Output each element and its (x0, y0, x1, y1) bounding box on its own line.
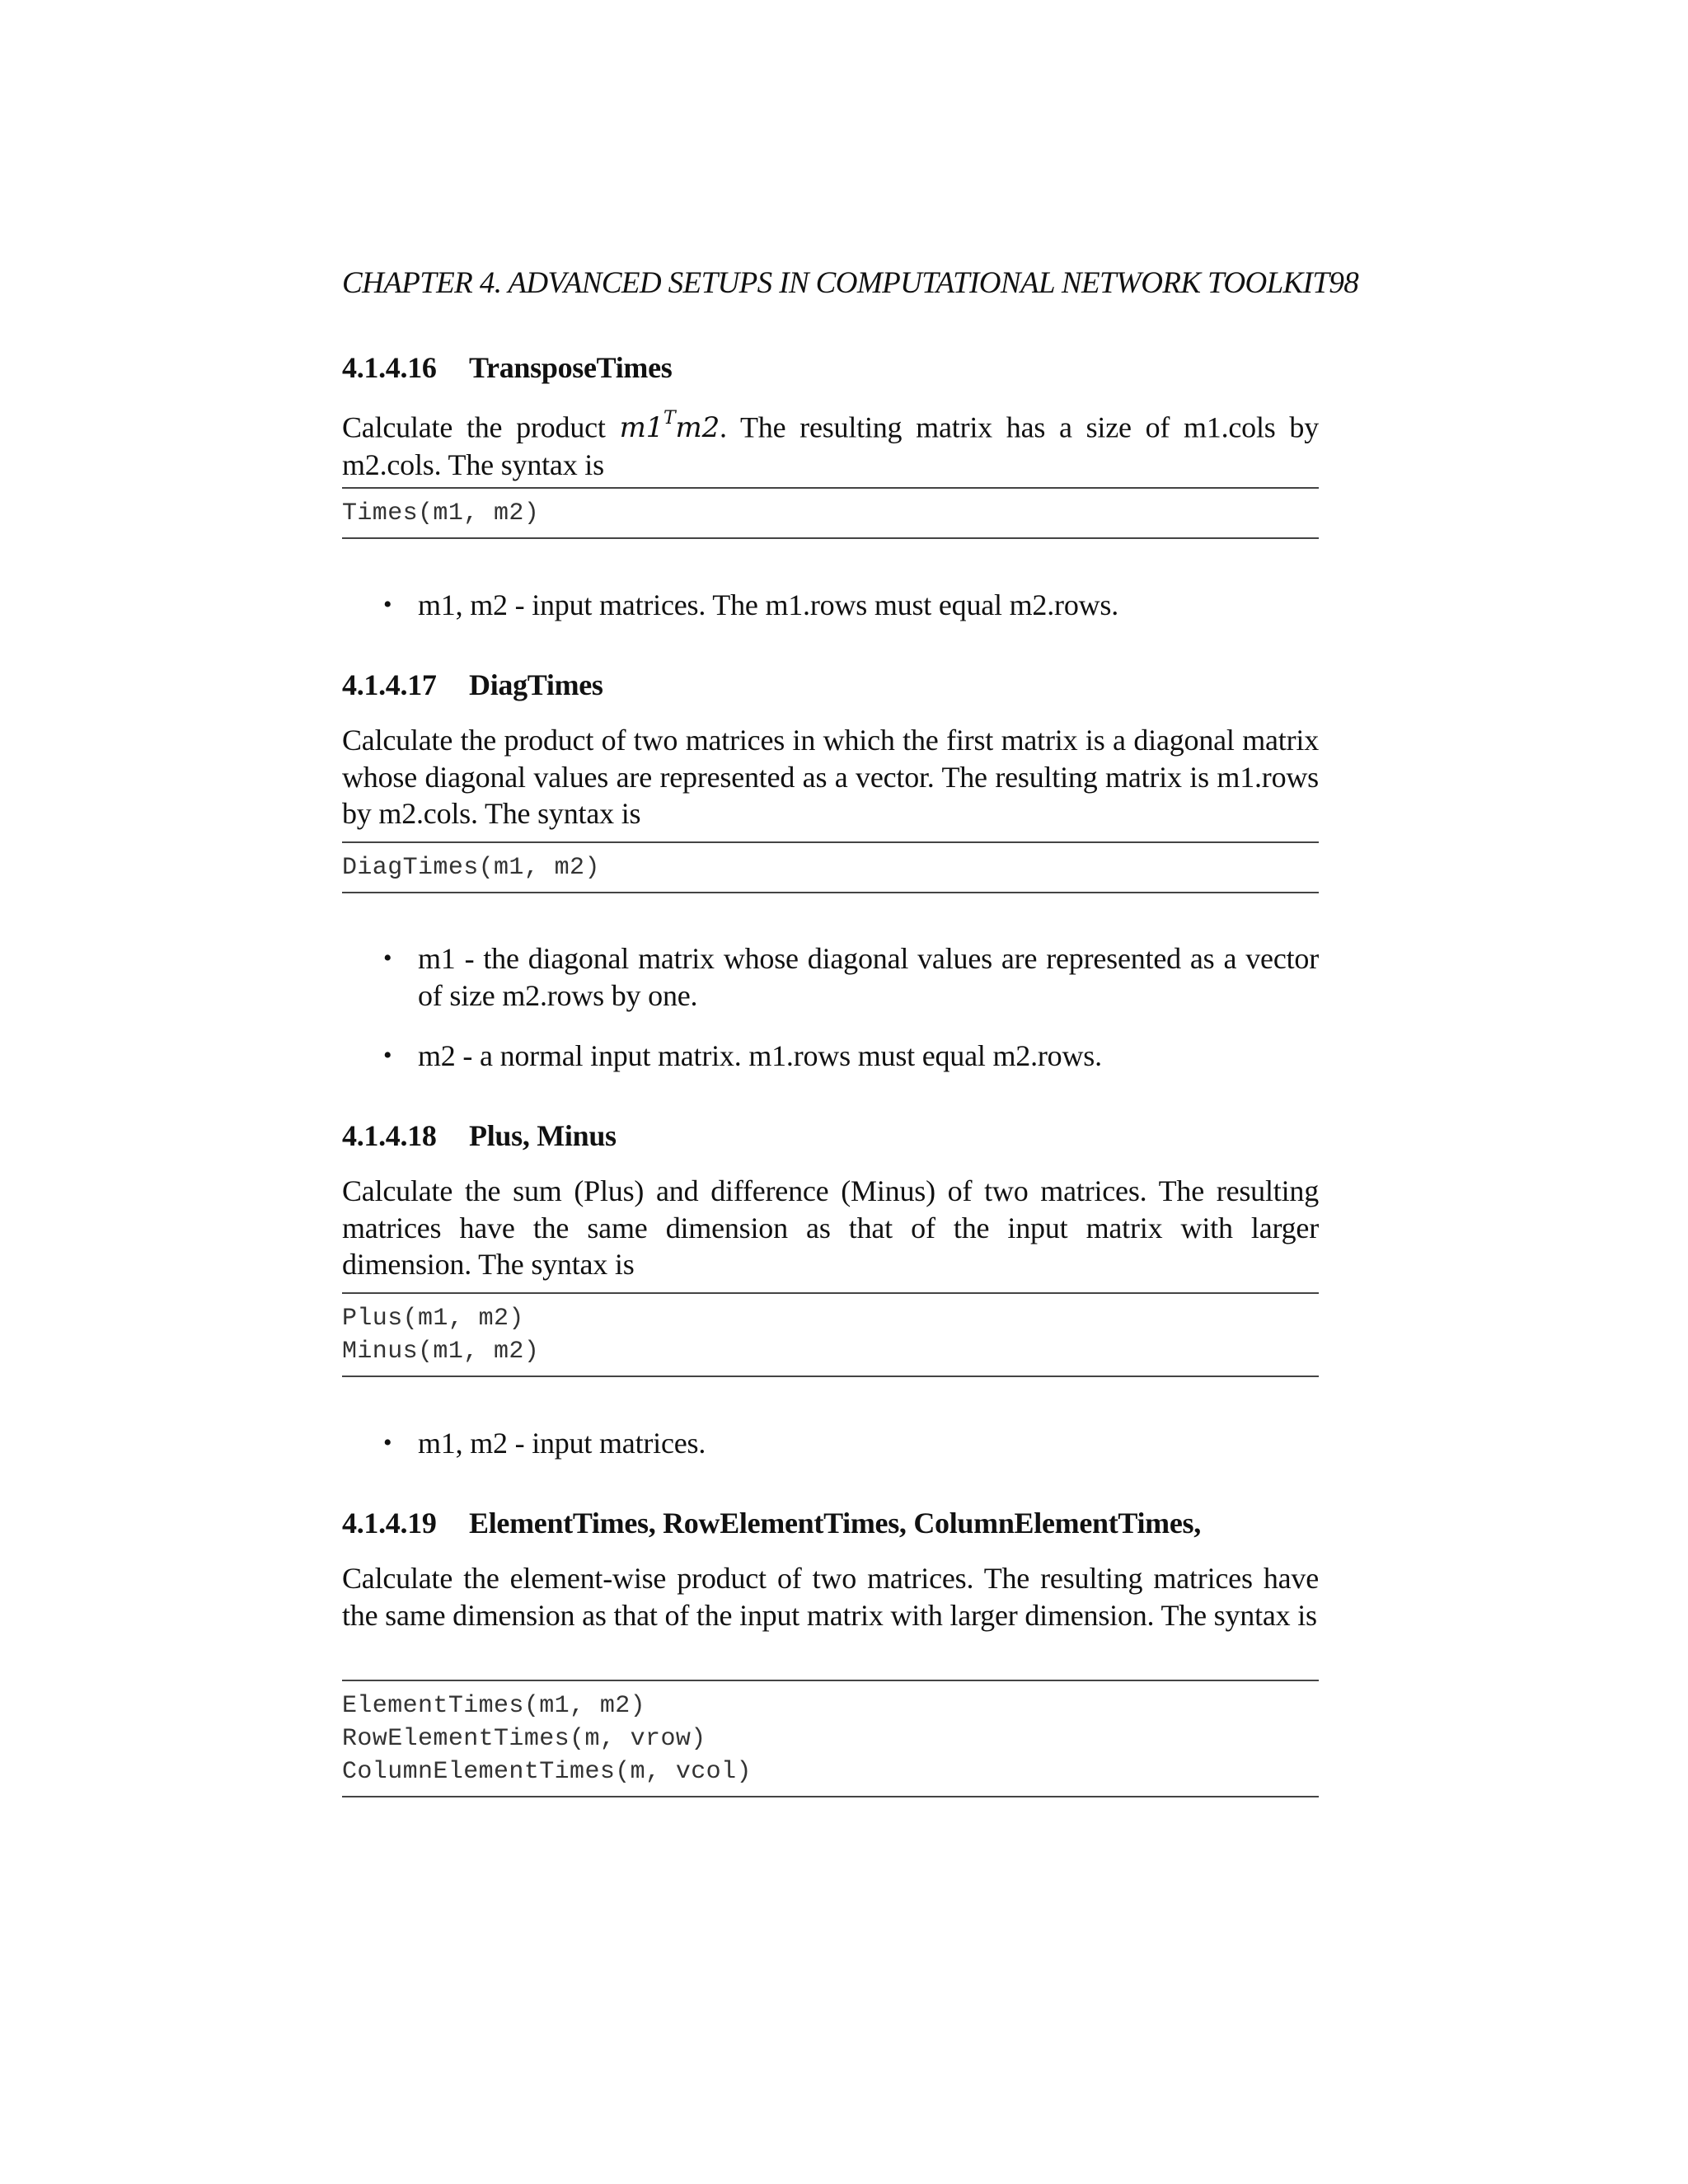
section-description: Calculate the sum (Plus) and difference (Minus) of two matrices. The resulting matrices have the same dimension as that of the input matrix with larger dimension. The syntax is (342, 1174, 1319, 1281)
section-description (342, 404, 1319, 483)
code-line: RowElementTimes(m, vrow) (342, 1725, 706, 1753)
section-title: TransposeTimes (469, 351, 673, 384)
section-number: 4.1.4.17 (342, 668, 437, 701)
code-line: Minus(m1, m2) (342, 1338, 540, 1366)
section-heading (342, 1505, 1201, 1541)
code-block (342, 487, 1319, 539)
math-base: m1 (619, 411, 664, 445)
code-block (342, 841, 1319, 893)
bullet-icon: • (383, 944, 392, 972)
section-number: 4.1.4.18 (342, 1119, 437, 1152)
running-header: CHAPTER 4. ADVANCED SETUPS IN COMPUTATIONAL NETWORK TOOLKIT98 (342, 266, 1359, 300)
code-line: ColumnElementTimes(m, vcol) (342, 1758, 752, 1786)
code-line: Plus(m1, m2) (342, 1305, 524, 1333)
section-heading (342, 1118, 617, 1154)
bullet-icon: • (383, 1042, 392, 1069)
list-item-text: m1, m2 - input matrices. (418, 1427, 706, 1460)
section-number: 4.1.4.19 (342, 1507, 437, 1540)
section-description: Calculate the product of two matrices in which the first matrix is a diagonal matrix whose diagonal values are represented as a vector. The resulting matrix is m1.rows by m2.cols. The syntax is (342, 724, 1319, 830)
code-line: Times(m1, m2) (342, 499, 540, 527)
code-line: DiagTimes(m1, m2) (342, 854, 600, 882)
list-item (383, 1038, 1319, 1075)
math-expression (619, 408, 720, 445)
section-title: DiagTimes (469, 668, 603, 701)
section-title: Plus, Minus (469, 1119, 617, 1152)
section-heading (342, 667, 603, 703)
description-text: . The resulting matrix has a size of m1.cols by m2.cols. The syntax is (342, 410, 1320, 481)
list-item-text: m2 - a normal input matrix. m1.rows must equal m2.rows. (418, 1039, 1102, 1072)
section-heading (342, 349, 673, 386)
section-number: 4.1.4.16 (342, 351, 437, 384)
code-line: ElementTimes(m1, m2) (342, 1692, 646, 1720)
list-item (383, 1425, 1319, 1462)
list-item (383, 940, 1319, 1014)
bullet-icon: • (383, 1429, 392, 1456)
list-item (383, 587, 1319, 624)
bullet-icon: • (383, 591, 392, 618)
section-title: ElementTimes, RowElementTimes, ColumnElementTimes, (469, 1507, 1201, 1540)
description-text: Calculate the product (342, 410, 620, 444)
code-block (342, 1680, 1319, 1797)
list-item-text: m1 - the diagonal matrix whose diagonal values are represented as a vector of size m2.rows by one. (418, 942, 1319, 1012)
section-description: Calculate the element-wise product of two matrices. The resulting matrices have the same dimension as that of the input matrix with larger dimension. The syntax is (342, 1562, 1319, 1632)
math-operand: m2 (675, 411, 720, 445)
math-superscript: T (663, 408, 676, 429)
list-item-text: m1, m2 - input matrices. The m1.rows must equal m2.rows. (418, 588, 1119, 621)
code-block (342, 1292, 1319, 1377)
